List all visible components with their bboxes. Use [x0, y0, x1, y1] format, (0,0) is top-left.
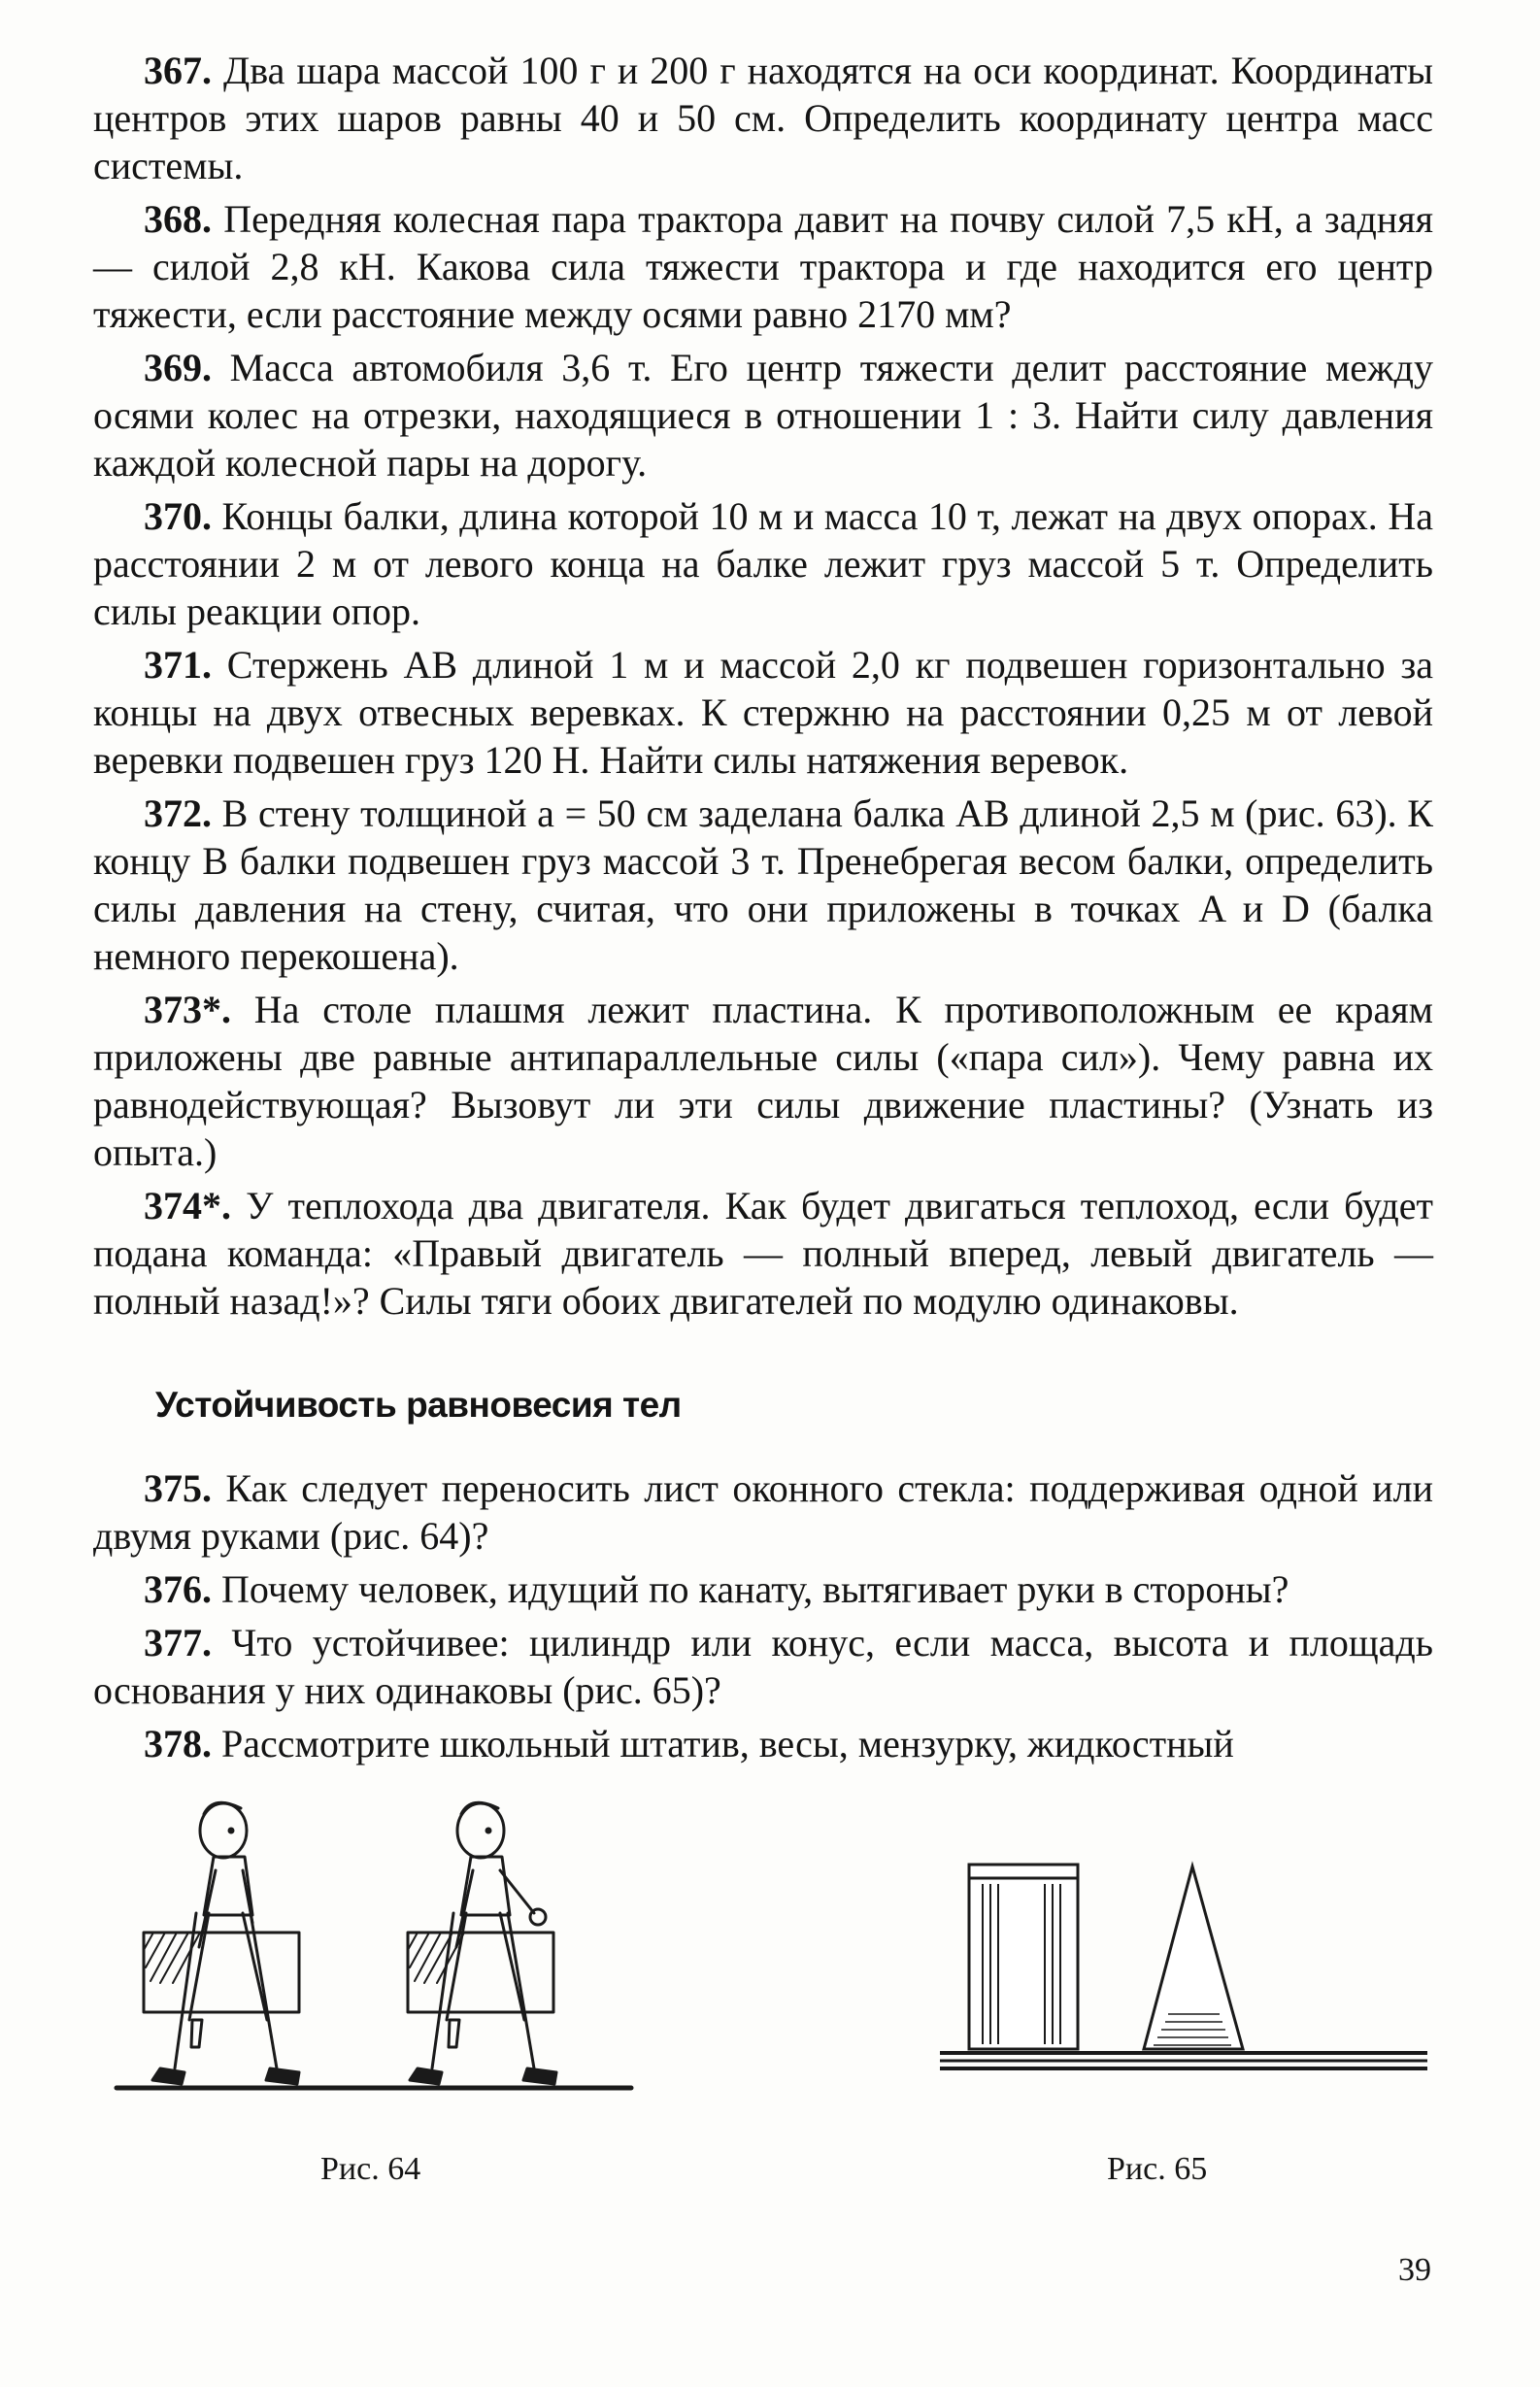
problem-text: Почему человек, идущий по канату, вытягивает руки в стороны? — [212, 1567, 1289, 1611]
problem-text: Что устойчивее: цилиндр или конус, если масса, высота и площадь основания у них одинаковы (рис. 65)? — [93, 1621, 1433, 1712]
page-number: 39 — [1398, 2252, 1431, 2288]
boy-right — [408, 1802, 556, 2084]
problem-paragraph — [93, 986, 1433, 1176]
problem-text: Стержень AB длиной 1 м и массой 2,0 кг подвешен горизонтально за концы на двух отвесных веревках. К стержню на расстоянии 0,25 м от левой веревки подвешен груз 120 Н. Найти силы натяжения веревок. — [93, 643, 1433, 782]
problem-paragraph — [93, 790, 1433, 980]
problem-number: 369. — [144, 346, 212, 389]
boy-left — [144, 1802, 299, 2084]
problem-paragraph — [93, 47, 1433, 189]
problem-paragraph — [93, 1720, 1433, 1767]
problem-paragraph — [93, 641, 1433, 784]
problem-number: 377. — [144, 1621, 212, 1664]
problem-number: 375. — [144, 1466, 212, 1510]
table-surface — [940, 2053, 1427, 2068]
problem-number: 372. — [144, 791, 212, 835]
problem-paragraph — [93, 1182, 1433, 1325]
problem-list-after — [93, 1464, 1433, 1767]
problem-number: 368. — [144, 197, 212, 241]
problem-paragraph — [93, 195, 1433, 338]
problem-text: Передняя колесная пара трактора давит на почву силой 7,5 кН, а задняя — силой 2,8 кН. Какова сила тяжести трактора и где находится его центр тяжести, если расстояние между осями равно 2170 мм? — [93, 197, 1433, 336]
cone-shape — [1144, 1866, 1243, 2049]
problem-text: Два шара массой 100 г и 200 г находятся на оси координат. Координаты центров этих шаров равны 40 и 50 см. Определить координату центра масс системы. — [93, 49, 1433, 187]
cylinder-shape — [969, 1865, 1078, 2049]
problem-number: 370. — [144, 494, 212, 538]
problem-text: На столе плашмя лежит пластина. К противоположным ее краям приложены две равные антипараллельные силы («пара сил»). Чему равна их равнодействующая? Вызовут ли эти силы движение пластины? (Узнать из опыта.) — [93, 988, 1433, 1174]
figure-64-caption: Рис. 64 — [320, 2151, 421, 2187]
problem-number: 374*. — [144, 1184, 231, 1227]
problem-paragraph — [93, 1464, 1433, 1560]
problem-text: У теплохода два двигателя. Как будет двигаться теплоход, если будет подана команда: «Правый двигатель — полный вперед, левый двигатель — полный назад!»? Силы тяги обоих двигателей по модулю одинаковы. — [93, 1184, 1433, 1323]
problem-text: Концы балки, длина которой 10 м и масса 10 т, лежат на двух опорах. На расстоянии 2 м от левого конца на балке лежит груз массой 5 т. Определить силы реакции опор. — [93, 494, 1433, 633]
figure-64-illustration — [107, 1777, 651, 2185]
problem-paragraph — [93, 492, 1433, 635]
problem-paragraph — [93, 1565, 1433, 1613]
problem-number: 371. — [144, 643, 212, 687]
problem-number: 367. — [144, 49, 212, 92]
problem-paragraph — [93, 344, 1433, 487]
figure-65-illustration — [922, 1845, 1447, 2185]
problem-number: 376. — [144, 1567, 212, 1611]
problem-text: Рассмотрите школьный штатив, весы, мензурку, жидкостный — [212, 1722, 1234, 1765]
text-block — [93, 47, 1433, 1773]
section-heading: Устойчивость равновесия тел — [155, 1385, 682, 1425]
problem-number: 373*. — [144, 988, 231, 1031]
problem-text: Масса автомобиля 3,6 т. Его центр тяжести делит расстояние между осями колес на отрезки, находящиеся в отношении 1 : 3. Найти силу давления каждой колесной пары на дорогу. — [93, 346, 1433, 485]
problem-number: 378. — [144, 1722, 212, 1765]
problem-text: В стену толщиной a = 50 см заделана балка AB длиной 2,5 м (рис. 63). К концу B балки подвешен груз массой 3 т. Пренебрегая весом балки, определить силы давления на стену, считая, что они приложены в точках A и D (балка немного перекошена). — [93, 791, 1433, 978]
problem-list-before — [93, 47, 1433, 1325]
problem-paragraph — [93, 1619, 1433, 1714]
figure-65-caption: Рис. 65 — [1107, 2151, 1208, 2187]
problem-text: Как следует переносить лист оконного стекла: поддерживая одной или двумя руками (рис. 64)? — [93, 1466, 1433, 1558]
